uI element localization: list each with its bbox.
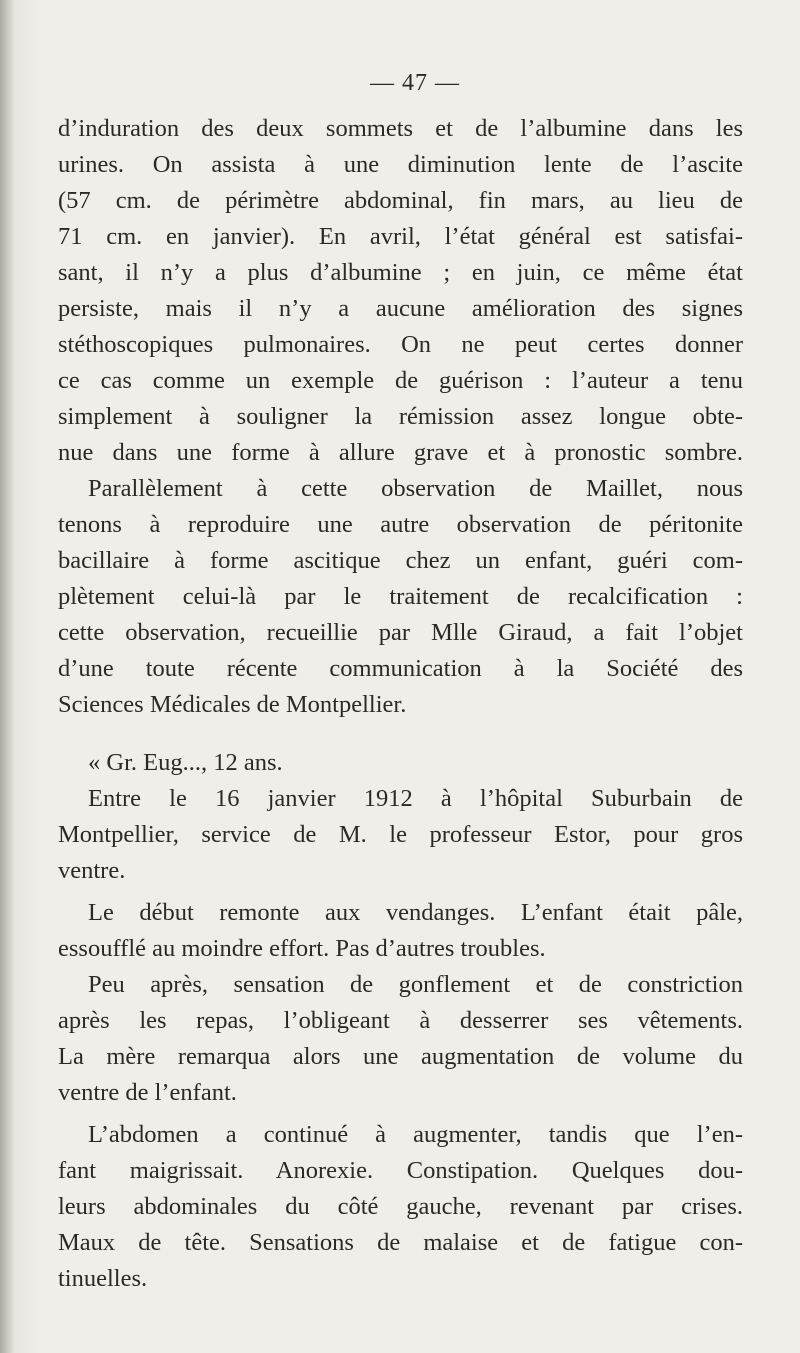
text-line: L’abdomen a continué à augmenter, tandis que l’en-	[88, 1121, 743, 1148]
text-line: Peu après, sensation de gonflement et de constriction	[88, 971, 743, 998]
text-line: « Gr. Eug..., 12 ans.	[88, 749, 283, 776]
text-line: cette observation, recueillie par Mlle Giraud, a fait l’objet	[58, 619, 743, 646]
text-line: Maux de tête. Sensations de malaise et de fatigue con-	[58, 1229, 743, 1256]
text-line: persiste, mais il n’y a aucune amélioration des signes	[58, 295, 743, 322]
text-line: leurs abdominales du côté gauche, revenant par crises.	[58, 1193, 743, 1220]
text-line: d’une toute récente communication à la Société des	[58, 655, 743, 682]
text-line: La mère remarqua alors une augmentation de volume du	[58, 1043, 743, 1070]
text-line: sant, il n’y a plus d’albumine ; en juin, ce même état	[58, 259, 743, 286]
text-line: stéthoscopiques pulmonaires. On ne peut certes donner	[58, 331, 743, 358]
text-line: Entre le 16 janvier 1912 à l’hôpital Suburbain de	[88, 785, 743, 812]
text-line: nue dans une forme à allure grave et à pronostic sombre.	[58, 439, 743, 466]
text-line: essoufflé au moindre effort. Pas d’autres troubles.	[58, 935, 546, 962]
text-line: plètement celui-là par le traitement de recalcification :	[58, 583, 743, 610]
text-line: ce cas comme un exemple de guérison : l’auteur a tenu	[58, 367, 743, 394]
text-line: tenons à reproduire une autre observation de péritonite	[58, 511, 743, 538]
text-line: bacillaire à forme ascitique chez un enfant, guéri com-	[58, 547, 743, 574]
page-number: — 47 —	[370, 70, 460, 96]
text-line: d’induration des deux sommets et de l’albumine dans les	[58, 115, 743, 142]
text-line: Le début remonte aux vendanges. L’enfant était pâle,	[88, 899, 743, 926]
text-line: Parallèlement à cette observation de Maillet, nous	[88, 475, 743, 502]
text-line: Sciences Médicales de Montpellier.	[58, 691, 407, 718]
text-line: tinuelles.	[58, 1265, 148, 1292]
text-line: simplement à souligner la rémission assez longue obte-	[58, 403, 743, 430]
text-line: ventre.	[58, 857, 126, 884]
text-line: urines. On assista à une diminution lente de l’ascite	[58, 151, 743, 178]
text-line: fant maigrissait. Anorexie. Constipation. Quelques dou-	[58, 1157, 743, 1184]
text-line: après les repas, l’obligeant à desserrer ses vêtements.	[58, 1007, 743, 1034]
page-gutter-shadow	[0, 0, 14, 1353]
text-line: 71 cm. en janvier). En avril, l’état général est satisfai-	[58, 223, 743, 250]
text-line: ventre de l’enfant.	[58, 1079, 237, 1106]
text-line: (57 cm. de périmètre abdominal, fin mars, au lieu de	[58, 187, 743, 214]
text-line: Montpellier, service de M. le professeur Estor, pour gros	[58, 821, 743, 848]
